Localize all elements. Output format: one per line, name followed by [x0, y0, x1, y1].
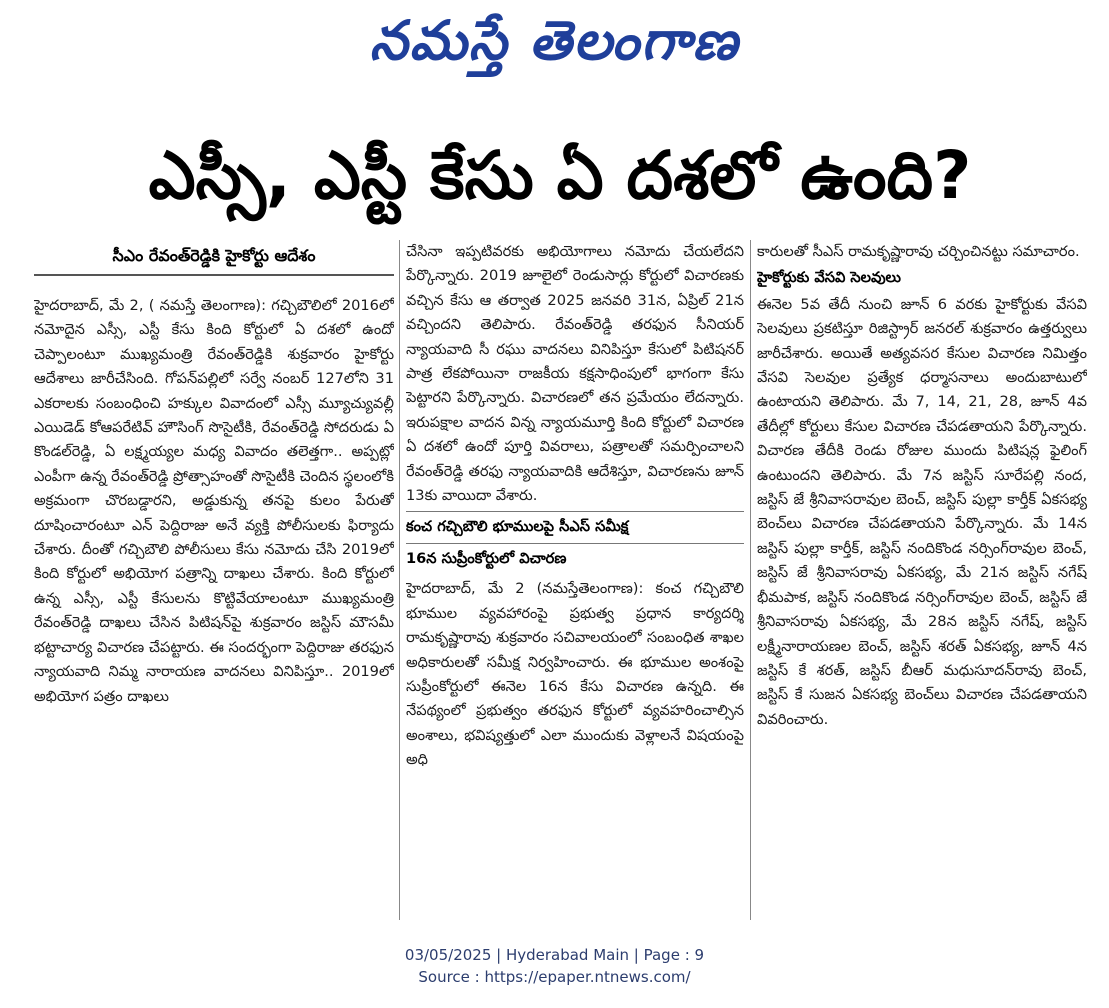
- kancha-gachibowli-body: హైదరాబాద్, మే 2 (నమస్తేతెలంగాణ): కంచ గచ్చిబౌలి భూముల వ్యవహారంపై ప్రభుత్వ ప్రధాన కార్యదర్శి రామకృష్ణారావు శుక్రవారం సచివాలయంలో సంబంధిత శాఖల అధికారులతో సమీక్ష నిర్వహించారు. ఈ భూముల అంశంపై సుప్రీంకోర్టులో ఈనెల 16న కేసు విచారణ ఉన్నది. ఈ నేపథ్యంలో ప్రభుత్వం తరఫున కోర్టులో వ్యవహరించాల్సిన అంశాలు, భవిష్యత్తులో ఎలా ముందుకు వెళ్లాలనే విషయంపై అధి: [406, 580, 744, 769]
- article-subheading: సీఎం రేవంత్‌రెడ్డికి హైకోర్టు ఆదేశం: [34, 242, 394, 276]
- footer-date-edition: 03/05/2025 | Hyderabad Main | Page : 9: [404, 946, 705, 964]
- column-divider: [750, 240, 751, 920]
- section-divider: [406, 543, 744, 544]
- column-2-body-continued: చేసినా ఇప్పటివరకు అభియోగాలు నమోదు చేయలేదని పేర్కొన్నారు. 2019 జూలైలో రెండుసార్లు కోర్టులో విచారణకు వచ్చిన కేసు ఆ తర్వాత 2025 జనవరి 31న, ఏప్రిల్ 21న వచ్చిందని తెలిపారు. రేవంత్‌రెడ్డి తరఫున సీనియర్ న్యాయవాది సీ రఘు వాదనలు వినిపిస్తూ కేసులో పిటిషనర్ పాత్ర లేకపోయినా రాజకీయ కక్షసాధింపులో భాగంగా కేసు పెట్టారని పేర్కొన్నారు. విచారణలో తన ప్రమేయం లేదన్నారు. ఇరుపక్షాల వాదన విన్న న్యాయమూర్తి కింది కోర్టులో విచారణ ఏ దశలో ఉందో పూర్తి వివరాలు, పత్రాలతో సమర్పించాలని రేవంత్‌రెడ్డి తరఫు న్యాయవాదికి ఆదేశిస్తూ, విచారణను జూన్ 13కు వాయిదా వేశారు.: [406, 243, 744, 505]
- column-divider: [399, 240, 400, 920]
- summer-vacation-heading: హైకోర్టుకు వేసవి సెలవులు: [757, 269, 901, 287]
- footer-source-link[interactable]: Source : https://epaper.ntnews.com/: [418, 968, 691, 986]
- column-1-body: హైదరాబాద్, మే 2, ( నమస్తే తెలంగాణ): గచ్చిబౌలిలో 2016లో నమోదైన ఎస్సీ, ఎస్టీ కేసు కింది కోర్టులో ఏ దశలో ఉందో చెప్పాలంటూ ముఖ్యమంత్రి రేవంత్‌రెడ్డికి శుక్రవారం హైకోర్టు ఆదేశాలు జారీచేసింది. గోపన్‌పల్లిలో సర్వే నంబర్ 127లోని 31 ఎకరాలకు సంబంధించి హక్కుల వివాదంలో ఎస్సీ మ్యూచ్యువల్లీ ఎయిడెడ్ కోఆపరేటివ్ హౌసింగ్ సొసైటీకి, రేవంత్‌రెడ్డి సోదరుడు ఏ కొండల్‌రెడ్డి, ఏ లక్ష్మయ్యల మధ్య వివాదం తలెత్తగా.. అప్పట్లో ఎంపీగా ఉన్న రేవంత్‌రెడ్డి ప్రోత్సాహంతో సొసైటీకి చెందిన స్థలంలోకి అక్రమంగా చొరబడ్డారని, అడ్డుకున్న తనపై కులం పేరుతో దూషించారంటూ ఎన్ పెద్దిరాజు అనే వ్యక్తి పోలీసులకు ఫిర్యాదు చేశారు. దీంతో గచ్చిబౌలి పోలీసులు కేసు నమోదు చేసి 2019లో కింది కోర్టులో అభియోగ పత్రాన్ని దాఖలు చేశారు. కింది కోర్టులో ఉన్న ఎస్సీ, ఎస్టీ కేసులను కొట్టివేయాలంటూ ముఖ్యమంత్రి రేవంత్‌రెడ్డి దాఖలు చేసిన పిటిషన్‌పై శుక్రవారం జస్టిస్ మౌసమీ భట్టాచార్య విచారణ చేపట్టారు. ఈ సందర్భంగా పెద్దిరాజు తరఫున న్యాయవాది నిమ్మ నారాయణ వాదనలు వినిపిస్తూ.. 2019లో అభియోగ పత్రం దాఖలు: [34, 297, 394, 705]
- newspaper-masthead: [0, 6, 1109, 76]
- kancha-gachibowli-heading: కంచ గచ్చిబౌలి భూములపై సీఎస్ సమీక్ష: [406, 518, 629, 536]
- section-divider: [406, 511, 744, 512]
- supreme-court-subheading: 16న సుప్రీంకోర్టులో విచారణ: [406, 549, 567, 567]
- column-3: [757, 240, 1087, 910]
- masthead-logo-text: నమస్తే తెలంగాణ: [369, 9, 740, 72]
- column-3-body-continued: కారులతో సీఎస్ రామకృష్ణారావు చర్చించినట్టు సమాచారం.: [757, 243, 1080, 260]
- column-1: [34, 240, 394, 925]
- column-2: [406, 240, 744, 925]
- article-headline: ఎస్సీ, ఎస్టీ కేసు ఏ దశలో ఉంది?: [148, 137, 972, 214]
- summer-vacation-body: ఈనెల 5వ తేదీ నుంచి జూన్ 6 వరకు హైకోర్టుకు వేసవి సెలవులు ప్రకటిస్తూ రిజిస్ట్రార్ జనరల్ శుక్రవారం ఉత్తర్వులు జారీచేశారు. అయితే అత్యవసర కేసుల విచారణ నిమిత్తం వేసవి సెలవుల ప్రత్యేక ధర్మాసనాలు అందుబాటులో ఉంటాయని తెలిపారు. మే 7, 14, 21, 28, జూన్ 4వ తేదీల్లో కోర్టులు కేసుల విచారణ చేపడతాయని పేర్కొన్నారు. విచారణ తేదీకి రెండు రోజుల ముందు పిటిషన్ల ఫైలింగ్ ఉంటుందని తెలిపారు. మే 7న జస్టిస్ సూరేపల్లి నంద, జస్టిస్ జే శ్రీనివాసరావుల బెంచ్, జస్టిస్ పుల్లా కార్తీక్ ఏకసభ్య బెంచ్‌లు విచారణ చేపడతాయని పేర్కొన్నారు. మే 14న జస్టిస్ పుల్లా కార్తీక్, జస్టిస్ నందికొండ నర్సింగ్‌రావుల బెంచ్, జస్టిస్ జే శ్రీనివాసరావు ఏకసభ్య, మే 21న జస్టిస్ నగేష్ భీమపాక, జస్టిస్ నందికొండ నర్సింగ్‌రావుల బెంచ్, జస్టిస్ జే శ్రీనివాసరావు ఏకసభ్య, మే 28న జస్టిస్ నగేష్, జస్టిస్ లక్ష్మీనారాయణల బెంచ్, జస్టిస్ శరత్ ఏకసభ్య, జూన్ 4న జస్టిస్ కే శరత్, జస్టిస్ బీఆర్ మధుసూదన్‌రావు బెంచ్, జస్టిస్ కే సుజన ఏకసభ్య బెంచ్‌లు విచారణ చేపడతాయని వివరించారు.: [757, 295, 1087, 728]
